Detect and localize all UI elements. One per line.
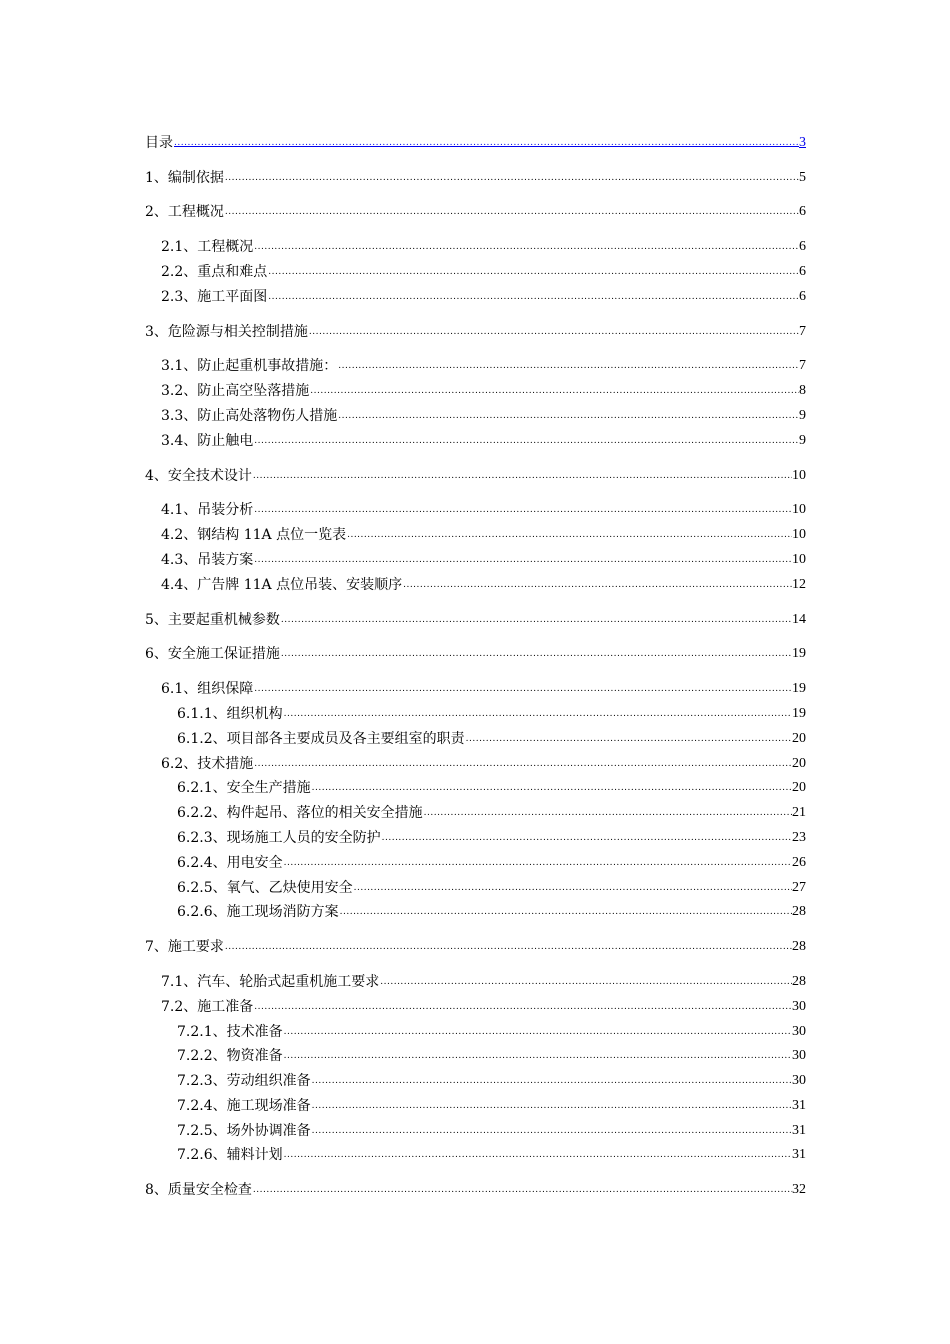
toc-entry-page-number: 14 <box>792 611 806 627</box>
toc-entry[interactable] <box>145 897 806 922</box>
toc-dot-leader <box>253 470 792 482</box>
toc-dot-leader <box>254 241 799 253</box>
toc-entry-title: 3.4、防止触电 <box>161 432 254 449</box>
toc-entry[interactable] <box>145 991 806 1016</box>
toc-entry-title: 6.1、组织保障 <box>161 681 254 698</box>
toc-entry-page-number: 3 <box>799 134 806 150</box>
toc-entry-title: 6、安全施工保证措施 <box>145 646 280 663</box>
toc-entry-page-number: 6 <box>799 239 806 255</box>
toc-entry-title: 2.2、重点和难点 <box>161 263 268 280</box>
toc-dot-leader <box>338 410 799 422</box>
toc-entry[interactable] <box>145 316 806 341</box>
toc-entry-page-number: 20 <box>792 780 806 796</box>
toc-dot-leader <box>254 504 792 516</box>
toc-entry-title: 4.3、吊装方案 <box>161 551 254 568</box>
toc-entry[interactable] <box>145 162 806 187</box>
toc-entry-page-number: 30 <box>792 1073 806 1089</box>
toc-entry-title: 3.2、防止高空坠落措施 <box>161 383 310 400</box>
toc-dot-leader <box>253 1184 792 1196</box>
toc-dot-leader <box>268 266 799 278</box>
toc-entry[interactable] <box>145 1041 806 1066</box>
toc-entry-title: 2.1、工程概况 <box>161 239 254 256</box>
toc-dot-leader <box>254 435 799 447</box>
toc-entry-page-number: 20 <box>792 755 806 771</box>
toc-entry-title: 6.2.3、现场施工人员的安全防护 <box>177 829 381 846</box>
toc-dot-leader <box>309 326 799 338</box>
toc-dot-leader <box>354 882 792 894</box>
toc-entry-title: 7.2.4、施工现场准备 <box>177 1097 311 1114</box>
toc-dot-leader <box>284 1050 792 1062</box>
toc-dot-leader <box>284 1149 792 1161</box>
toc-entry-title: 6.2.2、构件起吊、落位的相关安全措施 <box>177 805 423 822</box>
toc-entry[interactable] <box>145 797 806 822</box>
toc-dot-leader <box>338 360 799 372</box>
toc-entry[interactable] <box>145 639 806 664</box>
toc-dot-leader <box>284 708 792 720</box>
toc-entry[interactable] <box>145 773 806 798</box>
toc-entry[interactable] <box>145 231 806 256</box>
toc-entry[interactable] <box>145 847 806 872</box>
toc-entry[interactable] <box>145 460 806 485</box>
toc-entry[interactable] <box>145 375 806 400</box>
toc-entry[interactable] <box>145 872 806 897</box>
toc-entry-page-number: 28 <box>792 973 806 989</box>
toc-entry-page-number: 7 <box>799 323 806 339</box>
toc-dot-leader <box>174 137 799 149</box>
toc-entry[interactable] <box>145 1115 806 1140</box>
toc-entry-title: 目录 <box>145 134 173 151</box>
toc-dot-leader <box>284 1026 792 1038</box>
toc-entry-page-number: 28 <box>792 904 806 920</box>
toc-entry-page-number: 9 <box>799 407 806 423</box>
toc-dot-leader <box>254 554 792 566</box>
toc-entry-title: 6.2.4、用电安全 <box>177 854 283 871</box>
toc-dot-leader <box>312 1125 792 1137</box>
toc-dot-leader <box>382 832 792 844</box>
toc-entry[interactable] <box>145 723 806 748</box>
toc-entry[interactable] <box>145 495 806 520</box>
toc-entry-page-number: 20 <box>792 730 806 746</box>
toc-entry-page-number: 32 <box>792 1182 806 1198</box>
toc-entry-page-number: 6 <box>799 288 806 304</box>
toc-entry-title: 6.2.5、氧气、乙炔使用安全 <box>177 879 353 896</box>
toc-entry-page-number: 12 <box>792 576 806 592</box>
toc-entry-page-number: 31 <box>792 1122 806 1138</box>
toc-entry-title: 7.2.6、辅料计划 <box>177 1147 283 1164</box>
toc-entry-page-number: 10 <box>792 467 806 483</box>
toc-dot-leader <box>312 1100 792 1112</box>
toc-dot-leader <box>310 385 799 397</box>
toc-entry[interactable] <box>145 698 806 723</box>
toc-entry-title: 7.1、汽车、轮胎式起重机施工要求 <box>161 973 380 990</box>
toc-entry-page-number: 9 <box>799 432 806 448</box>
toc-entry-title: 8、质量安全检查 <box>145 1182 252 1199</box>
toc-dot-leader <box>340 906 792 918</box>
toc-entry[interactable] <box>145 519 806 544</box>
toc-entry-title: 3.1、防止起重机事故措施： <box>161 358 338 375</box>
toc-entry-title: 6.1.2、项目部各主要成员及各主要组室的职责 <box>177 730 465 747</box>
toc-entry-page-number: 6 <box>799 204 806 220</box>
toc-entry-page-number: 19 <box>792 681 806 697</box>
toc-dot-leader <box>225 172 799 184</box>
toc-entry-page-number: 5 <box>799 169 806 185</box>
toc-entry[interactable] <box>145 748 806 773</box>
toc-dot-leader <box>380 976 792 988</box>
toc-entry[interactable] <box>145 1090 806 1115</box>
toc-dot-leader <box>347 529 792 541</box>
toc-entry[interactable] <box>145 966 806 991</box>
toc-entry-page-number: 19 <box>792 705 806 721</box>
toc-entry-page-number: 21 <box>792 805 806 821</box>
toc-entry-page-number: 8 <box>799 383 806 399</box>
toc-entry[interactable] <box>145 544 806 569</box>
toc-entry[interactable] <box>145 1016 806 1041</box>
table-of-contents <box>145 127 806 1199</box>
toc-entry-page-number: 10 <box>792 551 806 567</box>
toc-entry-title: 3、危险源与相关控制措施 <box>145 323 308 340</box>
toc-entry-title: 4.1、吊装分析 <box>161 502 254 519</box>
toc-dot-leader <box>466 733 792 745</box>
toc-dot-leader <box>403 579 792 591</box>
toc-entry[interactable] <box>145 604 806 629</box>
toc-dot-leader <box>254 758 792 770</box>
toc-entry-title: 4.4、广告牌 11A 点位吊装、安装顺序 <box>161 576 403 593</box>
toc-entry-page-number: 30 <box>792 998 806 1014</box>
toc-entry-title: 7.2.5、场外协调准备 <box>177 1122 311 1139</box>
toc-entry-page-number: 10 <box>792 502 806 518</box>
toc-entry-page-number: 6 <box>799 263 806 279</box>
toc-entry-page-number: 31 <box>792 1147 806 1163</box>
toc-dot-leader <box>312 782 792 794</box>
toc-entry[interactable] <box>145 822 806 847</box>
toc-entry-title: 5、主要起重机械参数 <box>145 611 280 628</box>
toc-dot-leader <box>281 614 792 626</box>
toc-dot-leader <box>312 1075 792 1087</box>
toc-entry-title: 7.2、施工准备 <box>161 998 254 1015</box>
toc-entry-title: 6.2.1、安全生产措施 <box>177 780 311 797</box>
toc-dot-leader <box>284 857 792 869</box>
toc-entry[interactable] <box>145 569 806 594</box>
toc-entry[interactable] <box>145 127 806 152</box>
toc-dot-leader <box>225 206 799 218</box>
toc-dot-leader <box>268 291 799 303</box>
toc-entry-title: 7.2.3、劳动组织准备 <box>177 1073 311 1090</box>
toc-entry[interactable] <box>145 197 806 222</box>
toc-entry-title: 6.2、技术措施 <box>161 755 254 772</box>
toc-entry[interactable] <box>145 1174 806 1199</box>
toc-dot-leader <box>254 1001 792 1013</box>
toc-entry-title: 4.2、钢结构 11A 点位一览表 <box>161 527 347 544</box>
toc-dot-leader <box>281 648 792 660</box>
toc-entry[interactable] <box>145 281 806 306</box>
toc-entry[interactable] <box>145 1140 806 1165</box>
toc-entry-title: 6.1.1、组织机构 <box>177 705 283 722</box>
toc-dot-leader <box>254 683 792 695</box>
toc-entry[interactable] <box>145 931 806 956</box>
toc-entry-title: 7.2.1、技术准备 <box>177 1023 283 1040</box>
toc-dot-leader <box>424 807 792 819</box>
toc-entry-page-number: 31 <box>792 1097 806 1113</box>
toc-entry-title: 2、工程概况 <box>145 204 224 221</box>
toc-entry-title: 7、施工要求 <box>145 939 224 956</box>
toc-entry-title: 7.2.2、物资准备 <box>177 1048 283 1065</box>
toc-entry[interactable] <box>145 673 806 698</box>
toc-entry-page-number: 10 <box>792 527 806 543</box>
toc-entry[interactable] <box>145 400 806 425</box>
toc-entry-page-number: 7 <box>799 358 806 374</box>
toc-entry-title: 4、安全技术设计 <box>145 467 252 484</box>
toc-entry-page-number: 27 <box>792 879 806 895</box>
toc-entry-title: 6.2.6、施工现场消防方案 <box>177 904 339 921</box>
toc-entry-title: 1、编制依据 <box>145 169 224 186</box>
toc-entry[interactable] <box>145 425 806 450</box>
toc-entry-page-number: 28 <box>792 939 806 955</box>
toc-entry-title: 2.3、施工平面图 <box>161 288 268 305</box>
toc-entry-page-number: 30 <box>792 1048 806 1064</box>
toc-entry[interactable] <box>145 1065 806 1090</box>
toc-entry[interactable] <box>145 351 806 376</box>
toc-dot-leader <box>225 941 792 953</box>
toc-entry-title: 3.3、防止高处落物伤人措施 <box>161 407 338 424</box>
toc-entry-page-number: 23 <box>792 829 806 845</box>
toc-entry[interactable] <box>145 256 806 281</box>
toc-entry-page-number: 19 <box>792 646 806 662</box>
toc-entry-page-number: 30 <box>792 1023 806 1039</box>
toc-entry-page-number: 26 <box>792 854 806 870</box>
